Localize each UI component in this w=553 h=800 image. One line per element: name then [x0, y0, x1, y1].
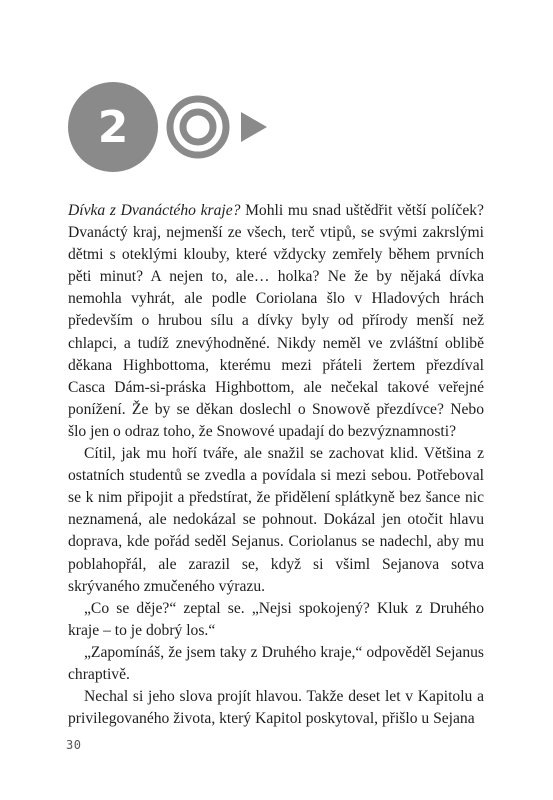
chapter-badge: [68, 82, 158, 172]
paragraph-1-italic: Dívka z Dvanáctého kraje?: [68, 202, 241, 219]
paragraph-5: Nechal si jeho slova projít hlavou. Takže deset let v Kapitolu a privilegovaného života, který Kapitol poskytoval, přišlo u Sejana: [68, 688, 484, 728]
paragraph-4: „Zapomínáš, že jsem taky z Druhého kraje,“ odpověděl Sejanus chraptivě.: [68, 643, 484, 683]
target-arrow-icon: [163, 92, 271, 162]
paragraph-2: Cítil, jak mu hoří tváře, ale snažil se zachovat klid. Většina z ostatních studentů se zvedla a povídala si mezi sebou. Potřeboval se k nim připojit a předstírat, že přidělení splátkyně bez šance nic neznamená, ale nedokázal se pohnout. Dokázal jen otočit hlavu doprava, kde pořád seděl Sejanus. Coriolanus se nadechl, aby mu poblahopřál, ale zarazil se, když si všiml Sejanova sotva skrývaného zmučeného výrazu.: [68, 445, 484, 595]
chapter-number: 2: [97, 102, 129, 153]
chapter-text: [68, 200, 484, 730]
paragraph-1: [68, 200, 484, 443]
paragraph-3: „Co se děje?“ zeptal se. „Nejsi spokojený? Kluk z Druhého kraje – to je dobrý los.“: [68, 599, 484, 639]
page-number: 30: [66, 738, 82, 752]
paragraph-1-text: Mohli mu snad uštědřit větší políček? Dvanáctý kraj, nejmenší ze všech, terč vtipů, se svými zakrslými dětmi s oteklými klouby, které vždycky zemřely během prvních pěti minut? A nejen to, ale… holka? Ne že by nějaká dívka nemohla vyhrát, ale podle Coriolana šlo v Hladových hrách především o hrubou sílu a dívky byly od přírody menší než chlapci, a tudíž znevýhodněné. Nikdy neměl ve zvláštní oblibě děkana Highbottoma, kterému mezi přáteli žertem přezdíval Casca Dám-si-práska Highbottom, ale nečekal takové veřejné ponížení. Že by se děkan doslechl o Snowově přezdívce? Nebo šlo jen o odraz toho, že Snowové upadají do bezvýznamnosti?: [68, 202, 484, 440]
